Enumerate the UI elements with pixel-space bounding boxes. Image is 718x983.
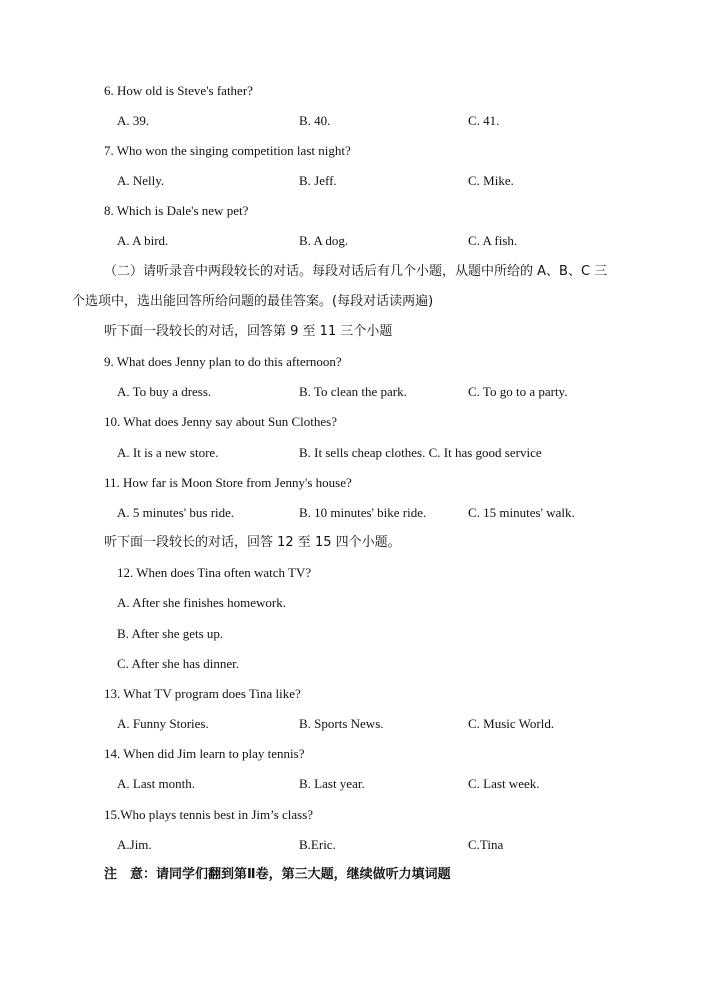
question-12: 12. When does Tina often watch TV? (117, 565, 312, 580)
q14-option-a: A. Last month. (117, 776, 195, 791)
q11-option-a: A. 5 minutes' bus ride. (117, 505, 235, 520)
q8-option-b: B. A dog. (299, 233, 349, 248)
q8-option-a: A. A bird. (117, 233, 169, 248)
q14-option-c: C. Last week. (468, 776, 540, 791)
q6-option-c: C. 41. (468, 113, 500, 128)
q9-option-a: A. To buy a dress. (117, 384, 212, 399)
section-2-instructions-line1: （二）请听录音中两段较长的对话。每段对话后有几个小题，从题中所给的 A、B、C 三 (104, 264, 608, 279)
q10-option-b-c: B. It sells cheap clothes. C. It has good service (299, 445, 542, 460)
question-13: 13. What TV program does Tina like? (104, 686, 301, 701)
q7-option-b: B. Jeff. (299, 173, 337, 188)
q13-option-c: C. Music World. (468, 716, 555, 731)
q13-option-b: B. Sports News. (299, 716, 384, 731)
q13-option-a: A. Funny Stories. (117, 716, 209, 731)
q10-option-a: A. It is a new store. (117, 445, 219, 460)
question-14: 14. When did Jim learn to play tennis? (104, 746, 305, 761)
q6-option-b: B. 40. (299, 113, 331, 128)
q11-option-c: C. 15 minutes' walk. (468, 505, 575, 520)
q6-option-a: A. 39. (117, 113, 150, 128)
q11-option-b: B. 10 minutes' bike ride. (299, 505, 427, 520)
question-7: 7. Who won the singing competition last night? (104, 143, 351, 158)
q7-option-a: A. Nelly. (117, 173, 165, 188)
dialog-1-intro: 听下面一段较长的对话，回答第 9 至 11 三个小题 (104, 324, 393, 339)
question-10: 10. What does Jenny say about Sun Clothes? (104, 414, 338, 429)
q15-option-c: C.Tina (468, 837, 504, 852)
q15-option-b: B.Eric. (299, 837, 336, 852)
q12-option-b: B. After she gets up. (117, 626, 224, 641)
question-15: 15.Who plays tennis best in Jim’s class? (104, 807, 314, 822)
q7-option-c: C. Mike. (468, 173, 514, 188)
q12-option-a: A. After she finishes homework. (117, 595, 286, 610)
q9-option-c: C. To go to a party. (468, 384, 568, 399)
question-8: 8. Which is Dale's new pet? (104, 203, 249, 218)
q9-option-b: B. To clean the park. (299, 384, 407, 399)
q8-option-c: C. A fish. (468, 233, 518, 248)
question-9: 9. What does Jenny plan to do this afternoon? (104, 354, 342, 369)
note-text: 注 意：请同学们翻到第Ⅱ卷，第三大题，继续做听力填词题 (104, 867, 451, 882)
q12-option-c: C. After she has dinner. (117, 656, 240, 671)
question-6: 6. How old is Steve's father? (104, 83, 253, 98)
question-11: 11. How far is Moon Store from Jenny's house? (104, 475, 352, 490)
section-2-instructions-line2: 个选项中，选出能回答所给问题的最佳答案。(每段对话读两遍) (72, 294, 434, 309)
q14-option-b: B. Last year. (299, 776, 365, 791)
dialog-2-intro: 听下面一段较长的对话，回答 12 至 15 四个小题。 (104, 535, 401, 550)
q15-option-a: A.Jim. (117, 837, 152, 852)
